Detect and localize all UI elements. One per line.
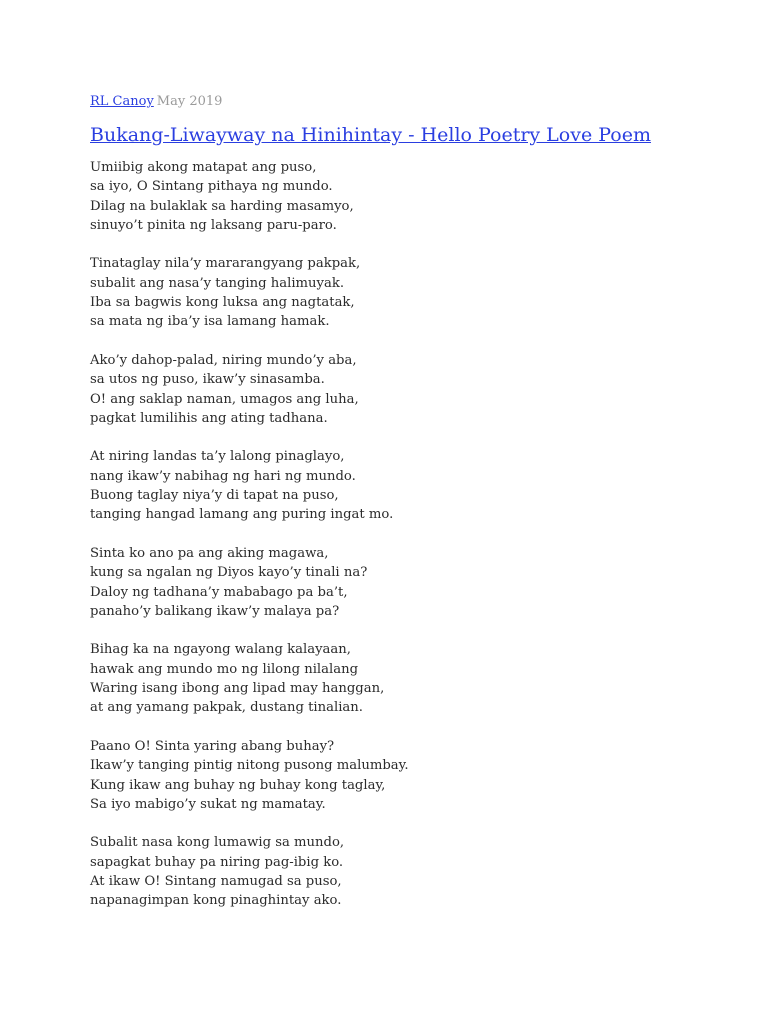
stanza [90,737,730,814]
poem-line: Iba sa bagwis kong luksa ang nagtatak, [90,295,355,311]
article-title [90,122,730,148]
poem-line: At ikaw O! Sintang namugad sa puso, [90,873,342,889]
stanza [90,351,730,428]
poem-line: pagkat lumilihis ang ating tadhana. [90,410,328,426]
poem-line: nang ikaw’y nabihag ng hari ng mundo. [90,468,356,484]
poem-line: napanagimpan kong pinaghintay ako. [90,893,342,909]
poem-line: kung sa ngalan ng Diyos kayo’y tinali na? [90,565,368,581]
poem-line: Paano O! Sinta yaring abang buhay? [90,738,335,754]
poem-line: at ang yamang pakpak, dustang tinalian. [90,700,363,716]
stanza [90,447,730,524]
poem-line: sapagkat buhay pa niring pag-ibig ko. [90,854,344,870]
stanza [90,640,730,717]
poem-line: tanging hangad lamang ang puring ingat mo. [90,507,394,523]
poem-body [90,158,730,911]
stanza [90,544,730,621]
poem-line: sa mata ng iba’y isa lamang hamak. [90,314,330,330]
poem-line: At niring landas ta’y lalong pinaglayo, [90,449,345,465]
author-link[interactable]: RL Canoy [90,94,154,109]
poem-line: Subalit nasa kong lumawig sa mundo, [90,835,345,851]
poem-line: O! ang saklap naman, umagos ang luha, [90,391,359,407]
poem-line: Kung ikaw ang buhay ng buhay kong taglay, [90,777,386,793]
article-title-link[interactable]: Bukang-Liwayway na Hinihintay - Hello Poetry Love Poem [90,124,651,146]
poem-line: Buong taglay niya’y di tapat na puso, [90,488,339,504]
poem-line: Umiibig akong matapat ang puso, [90,160,317,175]
byline [90,93,730,111]
poem-line: hawak ang mundo mo ng lilong nilalang [90,661,359,677]
poem-line: Tinataglay nila’y mararangyang pakpak, [90,256,361,272]
article [90,93,730,930]
stanza [90,833,730,910]
poem-line: panaho’y balikang ikaw’y malaya pa? [90,603,340,619]
poem-line: Bihag ka na ngayong walang kalayaan, [90,642,351,658]
poem-line: Sinta ko ano pa ang aking magawa, [90,545,329,561]
poem-line: subalit ang nasa’y tanging halimuyak. [90,275,345,291]
stanza [90,158,730,235]
poem-line: Waring isang ibong ang lipad may hanggan, [90,681,385,697]
poem-line: Ako’y dahop-palad, niring mundo’y aba, [90,352,357,368]
stanza [90,254,730,331]
poem-line: sinuyo’t pinita ng laksang paru-paro. [90,217,337,233]
post-date: May 2019 [156,94,223,109]
poem-line: Ikaw’y tanging pintig nitong pusong malumbay. [90,758,409,774]
poem-line: Daloy ng tadhana’y mababago pa ba’t, [90,584,348,600]
poem-line: Sa iyo mabigo’y sukat ng mamatay. [90,796,326,812]
poem-line: sa iyo, O Sintang pithaya ng mundo. [90,179,333,195]
poem-line: Dilag na bulaklak sa harding masamyo, [90,198,354,214]
poem-line: sa utos ng puso, ikaw’y sinasamba. [90,372,325,388]
